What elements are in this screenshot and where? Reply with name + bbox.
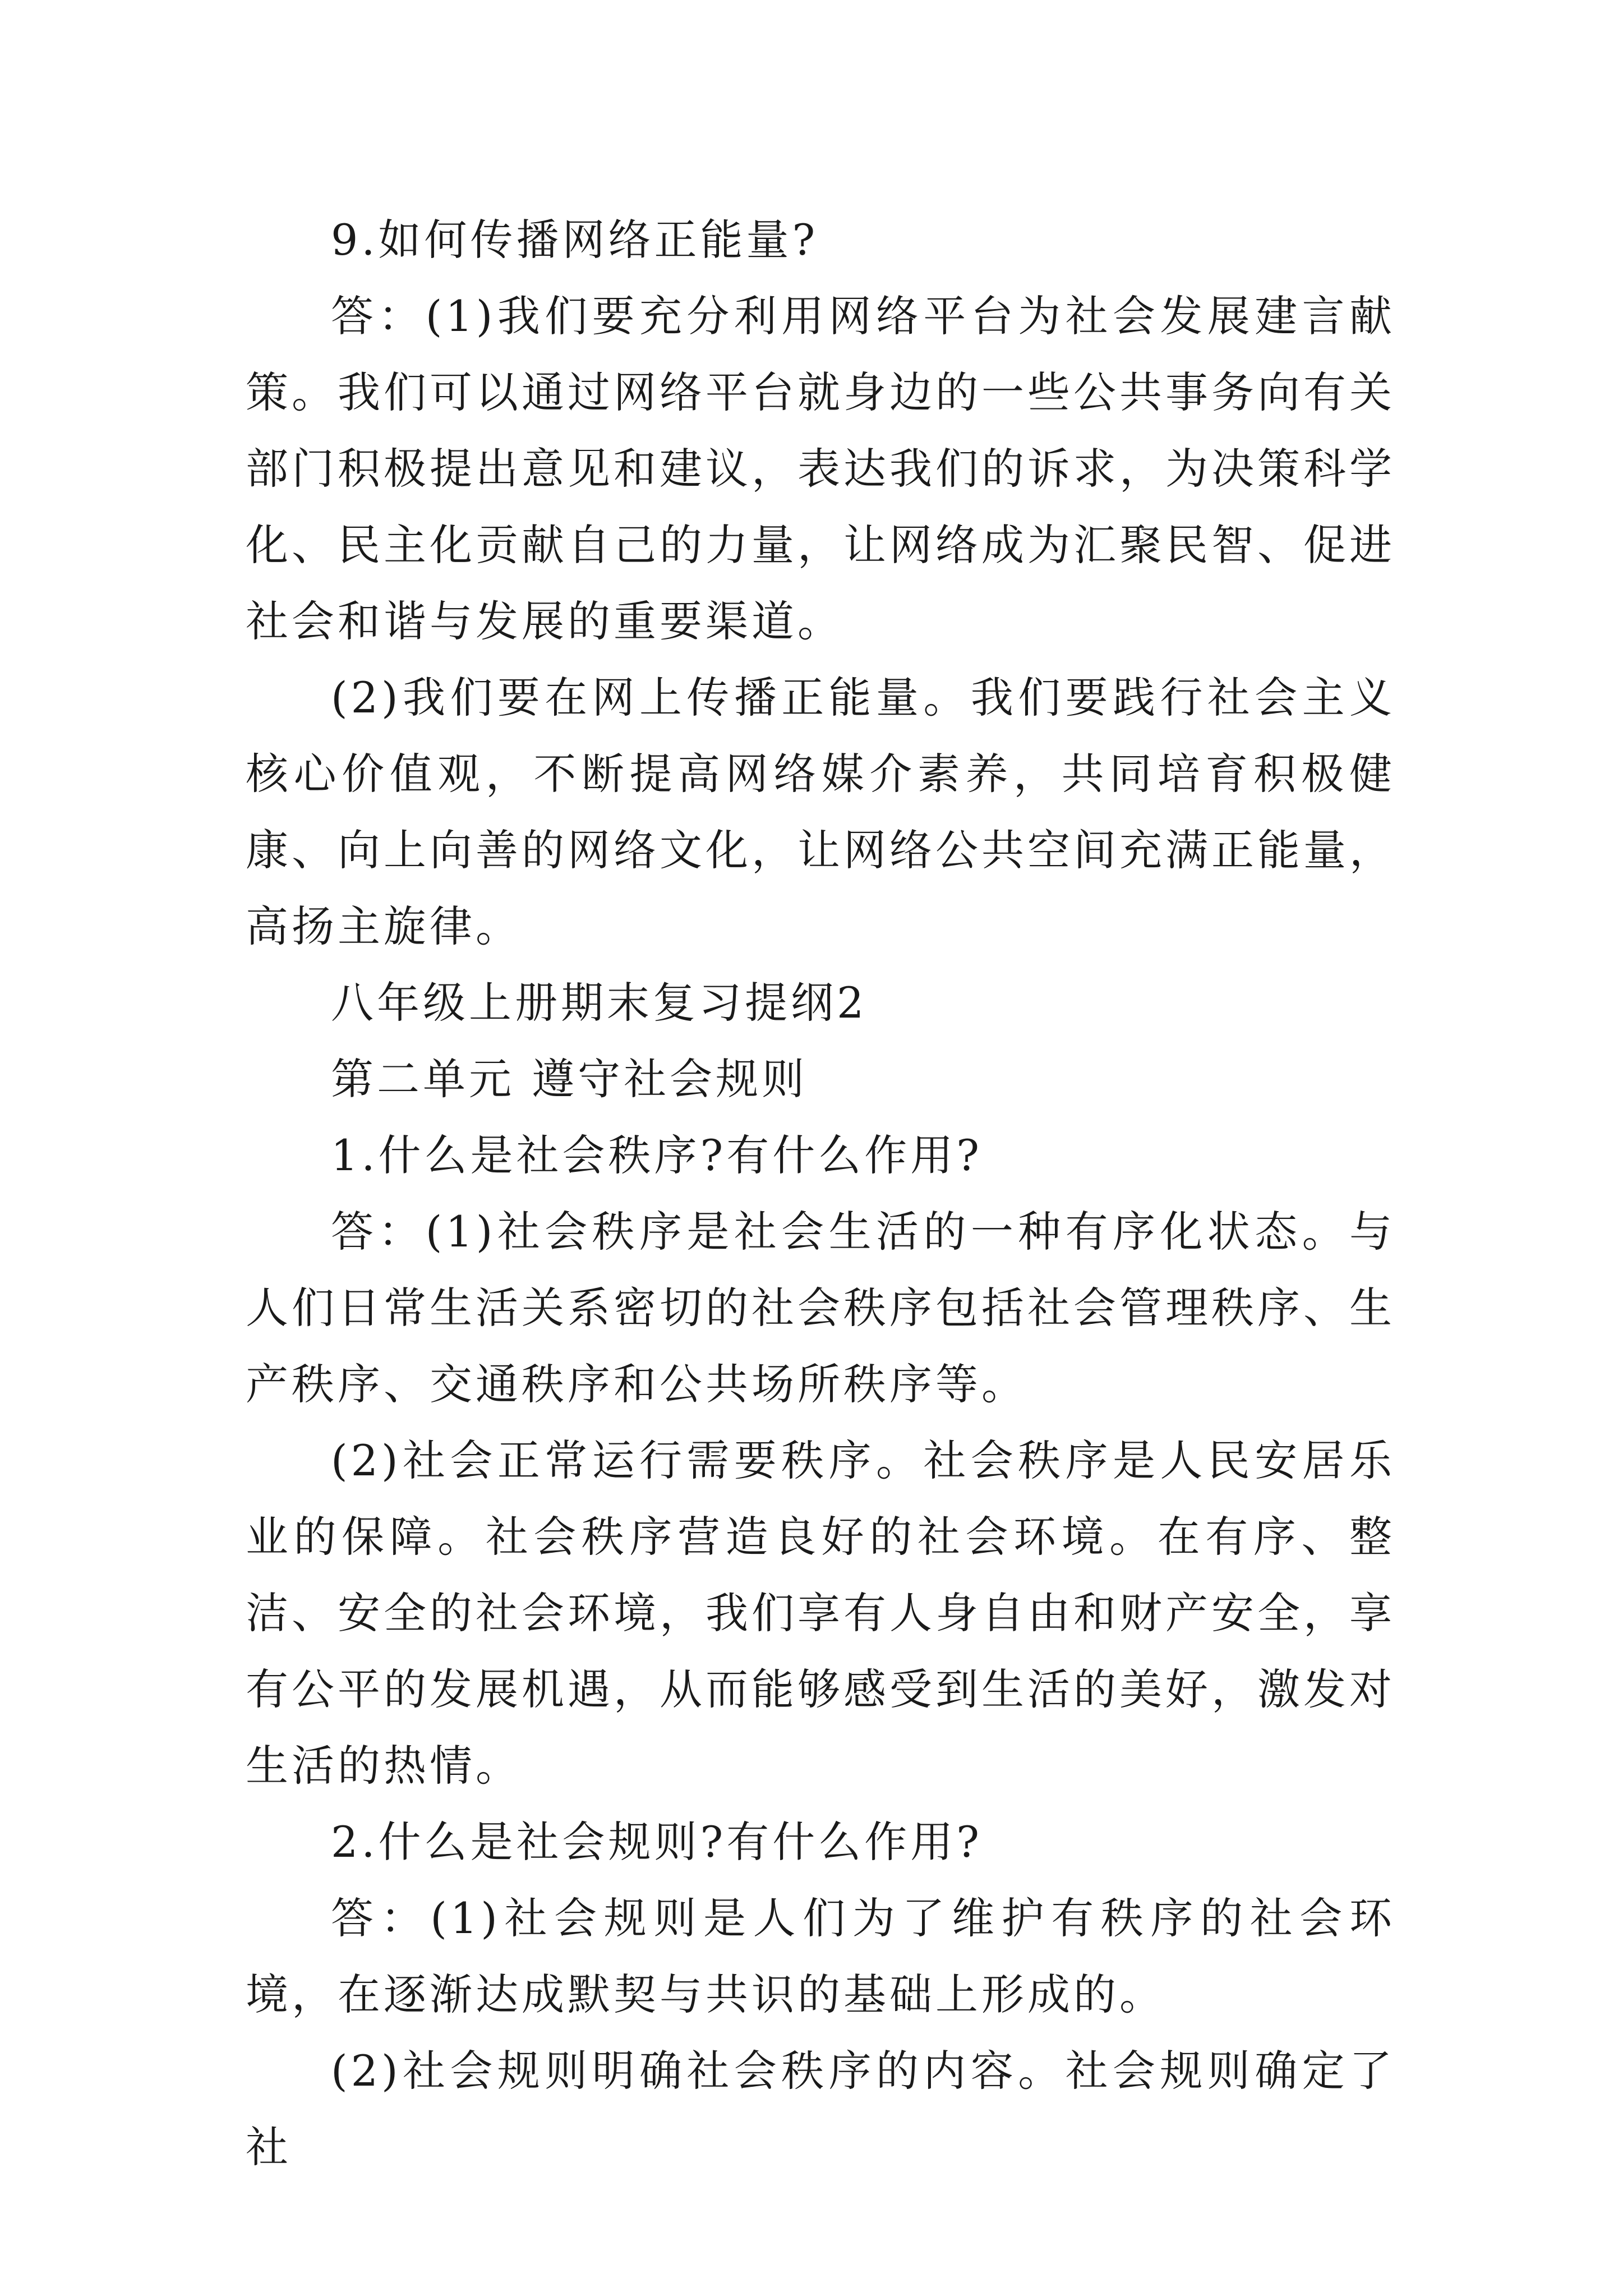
section-title: 八年级上册期末复习提纲2: [331, 978, 868, 1028]
question-1-heading: 1.什么是社会秩序?有什么作用?: [331, 1130, 983, 1180]
answer-2-part-1: 答：(1)社会规则是人们为了维护有秩序的社会环境，在逐渐达成默契与共识的基础上形成的。: [246, 1893, 1395, 2019]
answer-9-part-2: (2)我们要在网上传播正能量。我们要践行社会主义核心价值观，不断提高网络媒介素养，共同培育积极健康、向上向善的网络文化，让网络公共空间充满正能量，高扬主旋律。: [246, 673, 1395, 951]
answer-9-part-1: 答：(1)我们要充分利用网络平台为社会发展建言献策。我们可以通过网络平台就身边的一些公共事务向有关部门积极提出意见和建议，表达我们的诉求，为决策科学化、民主化贡献自己的力量，让网络成为汇聚民智、促进社会和谐与发展的重要渠道。: [246, 291, 1395, 646]
question-9-heading: 9.如何传播网络正能量?: [331, 215, 819, 265]
answer-1-part-1: 答：(1)社会秩序是社会生活的一种有序化状态。与人们日常生活关系密切的社会秩序包括社会管理秩序、生产秩序、交通秩序和公共场所秩序等。: [246, 1207, 1395, 1409]
document-body: [246, 202, 1395, 2185]
question-2-heading: 2.什么是社会规则?有什么作用?: [331, 1817, 983, 1867]
answer-1-part-2: (2)社会正常运行需要秩序。社会秩序是人民安居乐业的保障。社会秩序营造良好的社会环境。在有序、整洁、安全的社会环境，我们享有人身自由和财产安全，享有公平的发展机遇，从而能够感受到生活的美好，激发对生活的热情。: [246, 1435, 1395, 1791]
answer-2-part-2: (2)社会规则明确社会秩序的内容。社会规则确定了社: [246, 2046, 1395, 2172]
unit-title: 第二单元 遵守社会规则: [331, 1054, 808, 1104]
